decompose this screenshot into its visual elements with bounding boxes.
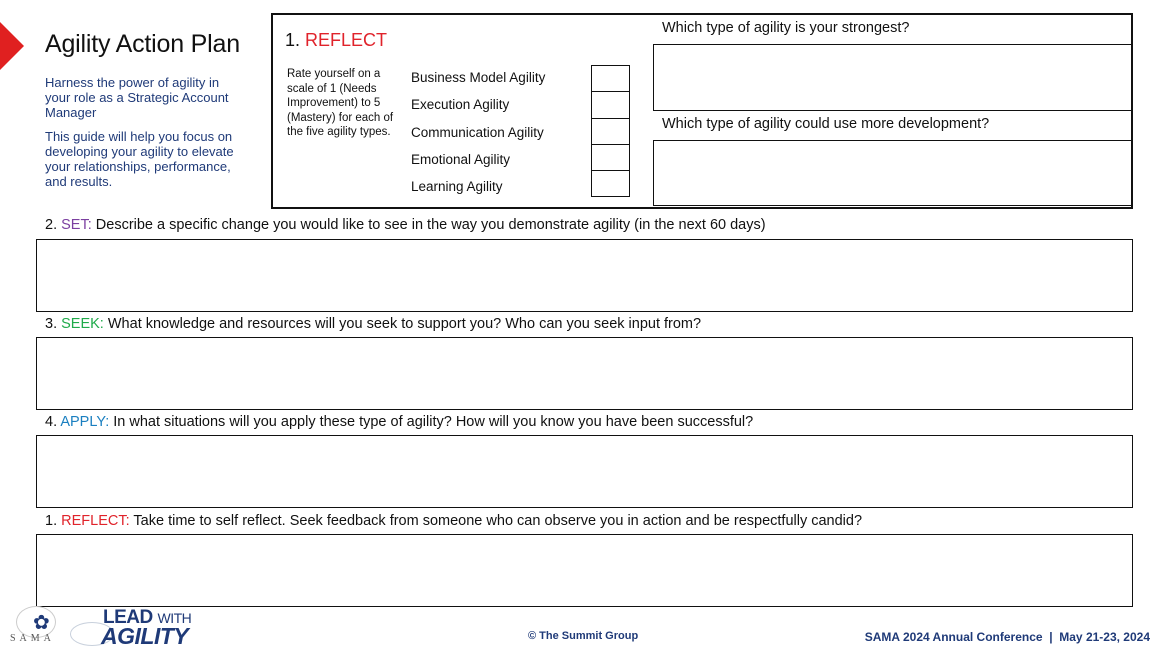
lead-with-wordmark: LEAD WITH	[103, 607, 192, 628]
set-prompt: Describe a specific change you would like to see in the way you demonstrate agility (in the next 60 days)	[95, 217, 766, 233]
development-agility-question: Which type of agility could use more development?	[662, 116, 990, 132]
seek-answer-field[interactable]	[36, 337, 1133, 410]
red-arrow-icon	[0, 22, 24, 70]
guide-text: This guide will help you focus on developing your agility to elevate your relationships, performance, and results.	[45, 129, 234, 189]
seek-keyword: SEEK:	[61, 316, 104, 332]
reflect-heading	[285, 30, 387, 51]
apply-section-label	[45, 414, 753, 430]
sama-wordmark: SAMA	[10, 633, 55, 644]
apply-keyword: APPLY:	[60, 414, 110, 430]
seek-section-label	[45, 316, 701, 332]
reflect-section-prompt: Take time to self reflect. Seek feedback from someone who can observe you in action and be respectfully candid?	[133, 513, 863, 529]
set-section-label	[45, 217, 766, 233]
rating-input-communication[interactable]	[591, 118, 630, 145]
rating-input-emotional[interactable]	[591, 144, 630, 171]
agility-type-list	[411, 67, 545, 203]
rating-input-execution[interactable]	[591, 91, 630, 118]
reflect-rating-panel	[271, 13, 1133, 209]
agility-wordmark: AGILITY	[101, 623, 189, 649]
rating-input-business-model[interactable]	[591, 65, 630, 92]
reflect-section-label	[45, 513, 862, 529]
reflect-section-number: 1.	[45, 513, 58, 529]
conference-text: SAMA 2024 Annual Conference | May 21-23, 2024	[864, 630, 1150, 644]
reflect-section-keyword: REFLECT:	[61, 513, 130, 529]
rating-instructions: Rate yourself on a scale of 1 (Needs Improvement) to 5 (Mastery) for each of the five agility types.	[287, 68, 394, 138]
reflect-keyword: REFLECT	[305, 30, 388, 50]
strongest-agility-answer-field[interactable]	[653, 44, 1133, 111]
agility-type-label: Communication Agility	[411, 124, 544, 140]
development-agility-answer-field[interactable]	[653, 140, 1133, 206]
seek-number: 3.	[45, 316, 58, 332]
copyright-text: © The Summit Group	[528, 630, 639, 642]
apply-answer-field[interactable]	[36, 435, 1133, 508]
reflect-number: 1.	[285, 30, 301, 50]
intro-text: Harness the power of agility in your role as a Strategic Account Manager	[45, 75, 229, 120]
reflect-answer-field[interactable]	[36, 534, 1133, 607]
agility-type-label: Execution Agility	[411, 97, 510, 113]
apply-number: 4.	[45, 414, 58, 430]
set-keyword: SET:	[61, 217, 92, 233]
seek-prompt: What knowledge and resources will you seek to support you? Who can you seek input from?	[107, 316, 702, 332]
strongest-agility-question: Which type of agility is your strongest?	[662, 20, 910, 36]
rating-input-learning[interactable]	[591, 170, 630, 197]
agility-type-label: Emotional Agility	[411, 151, 511, 167]
agility-type-label: Business Model Agility	[411, 70, 546, 85]
agility-type-label: Learning Agility	[411, 179, 503, 195]
sama-logo	[10, 606, 100, 650]
set-number: 2.	[45, 217, 58, 233]
set-answer-field[interactable]	[36, 239, 1133, 312]
page-title: Agility Action Plan	[45, 30, 240, 58]
sama-logo-icon: ✿	[16, 606, 56, 638]
apply-prompt: In what situations will you apply these type of agility? How will you know you have been successful?	[113, 414, 754, 430]
rating-input-column	[591, 65, 631, 197]
